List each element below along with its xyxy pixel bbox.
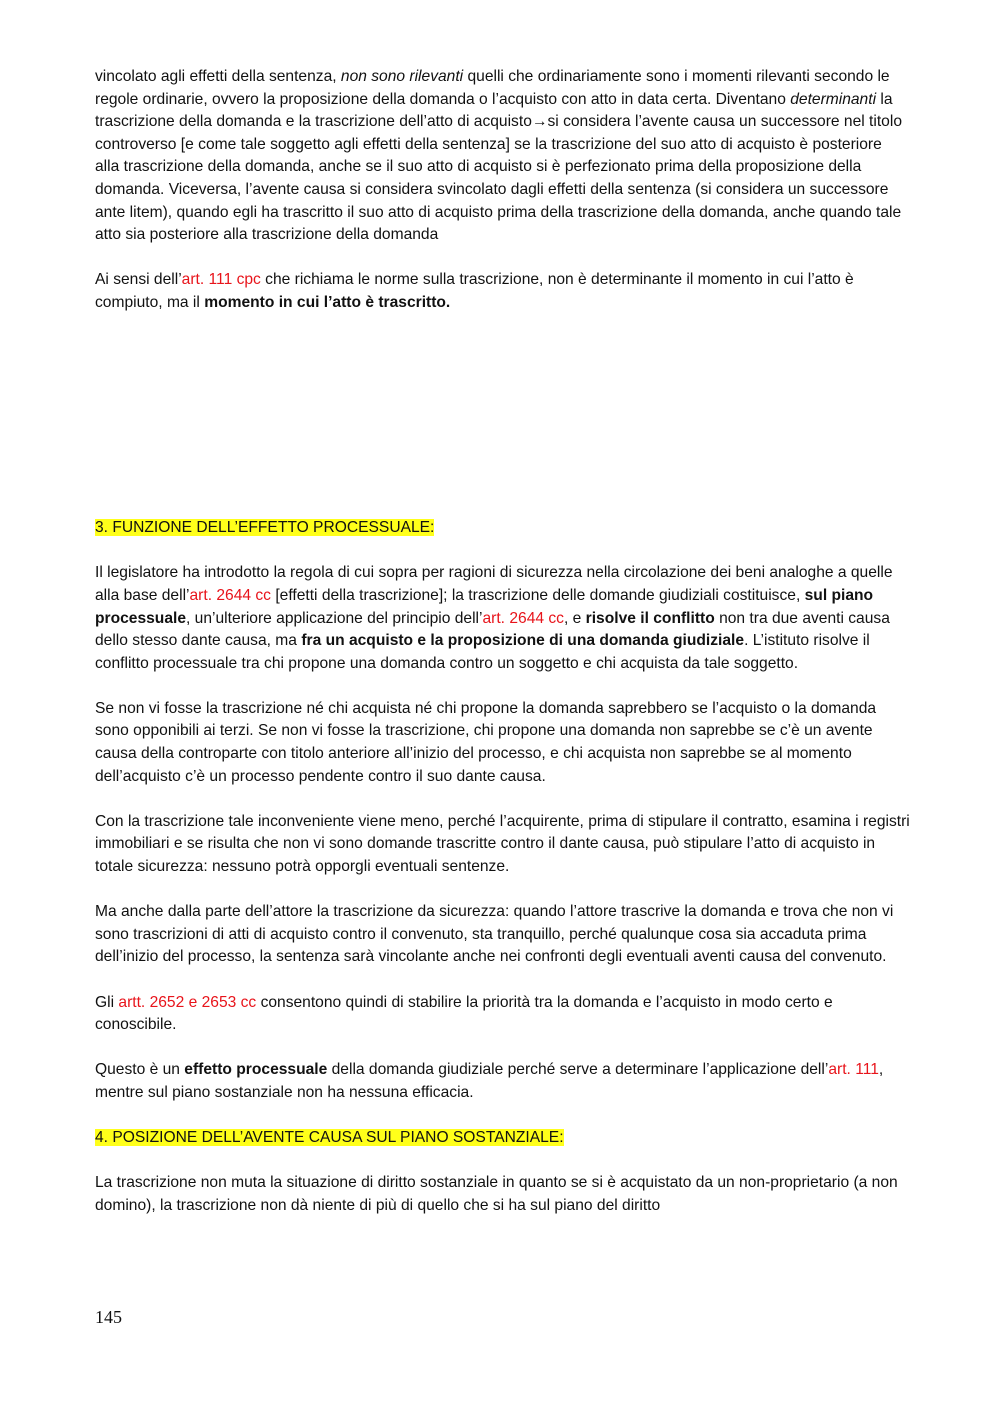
arrow-icon: → <box>531 113 548 131</box>
bold-text: fra un acquisto e la proposizione di una domanda giudiziale <box>301 632 745 650</box>
paragraph-9: La trascrizione non muta la situazione di diritto sostanziale in quanto se si è acquistato da un non-proprietario (a non domino), la trascrizione non dà niente di più di quello che si ha sul piano del diritto <box>95 1174 898 1214</box>
document-body <box>95 66 910 1240</box>
section-heading-3 <box>95 517 910 540</box>
highlighted-heading: 4. POSIZIONE DELL’AVENTE CAUSA SUL PIANO SOSTANZIALE: <box>95 1129 564 1147</box>
paragraph-5: Con la trascrizione tale inconveniente viene meno, perché l’acquirente, prima di stipulare il contratto, esamina i registri immobiliari e se risulta che non vi sono domande trascritte contro il dante causa, può stipulare l’atto di acquisto in totale sicurezza: nessuno potrà opporgli eventuali sentenze. <box>95 812 910 876</box>
bold-text: risolve il conflitto <box>585 609 715 627</box>
section-heading-4 <box>95 1127 910 1150</box>
italic-text: determinanti <box>790 90 877 108</box>
paragraph-6: Ma anche dalla parte dell’attore la trascrizione da sicurezza: quando l’attore trascrive la domanda e trova che non vi sono trascrizioni di atti di acquisto contro il convenuto, sta tranquillo, perché qualunque cosa sia accaduta prima dell’inizio del processo, la sentenza sarà vincolante anche nei confronti degli eventuali aventi causa del convenuto. <box>95 903 894 966</box>
bold-text: momento in cui l’atto è trascritto. <box>204 293 451 311</box>
law-reference: art. 2644 cc <box>482 609 564 627</box>
law-reference: art. 111 <box>828 1061 879 1079</box>
paragraph-8: Questo è un effetto processuale della domanda giudiziale perché serve a determinare l’applicazione dell’art. 111, mentre sul piano sostanziale non ha nessuna efficacia. <box>95 1061 884 1101</box>
law-reference: artt. 2652 e 2653 cc <box>118 993 257 1011</box>
page-number: 145 <box>95 1307 122 1327</box>
law-reference: art. 111 cpc <box>181 271 261 289</box>
paragraph-2: Ai sensi dell’art. 111 cpc che richiama le norme sulla trascrizione, non è determinante il momento in cui l’atto è compiuto, ma il momento in cui l’atto è trascritto. <box>95 271 854 311</box>
highlighted-heading: 3. FUNZIONE DELL’EFFETTO PROCESSUALE: <box>95 519 435 537</box>
blank-space <box>95 337 910 517</box>
paragraph-7: Gli artt. 2652 e 2653 cc consentono quindi di stabilire la priorità tra la domanda e l’acquisto in modo certo e conoscibile. <box>95 993 833 1034</box>
bold-text: effetto processuale <box>184 1061 328 1079</box>
law-reference: art. 2644 cc <box>189 586 271 604</box>
paragraph-4: Se non vi fosse la trascrizione né chi acquista né chi propone la domanda saprebbero se l’acquisto o la domanda sono opponibili ai terzi. Se non vi fosse la trascrizione, chi propone una domanda non saprebbe se c’è un avente causa della controparte con titolo anteriore all’inizio del processo, e chi acquista non saprebbe se al momento dell’acquisto c’è un processo pendente contro il suo dante causa. <box>95 699 877 785</box>
bold-text: sul piano processuale <box>95 586 874 627</box>
paragraph-3: Il legislatore ha introdotto la regola di cui sopra per ragioni di sicurezza nella circolazione dei beni analoghe a quelle alla base dell’art. 2644 cc [effetti della trascrizione]; la trascrizione delle domande giudiziali costituisce, sul piano processuale, un’ulteriore applicazione del principio dell’art. 2644 cc, e risolve il conflitto non tra due aventi causa dello stesso dante causa, ma fra un acquisto e la proposizione di una domanda giudiziale. L’istituto risolve il conflitto processuale tra chi propone una domanda contro un soggetto e chi acquista da tale soggetto. <box>95 564 893 672</box>
italic-text: non sono rilevanti <box>340 68 464 85</box>
paragraph-1: vincolato agli effetti della sentenza, non sono rilevanti quelli che ordinariamente sono i momenti rilevanti secondo le regole ordinarie, ovvero la proposizione della domanda o l’acquisto con atto in data certa. Diventano determinanti la trascrizione della domanda e la trascrizione dell’atto di acquisto→si considera l’avente causa un successore nel titolo controverso [e come tale soggetto agli effetti della sentenza] se la trascrizione del suo atto di acquisto è posteriore alla trascrizione della domanda, anche se il suo atto di acquisto si è perfezionato prima della proposizione della domanda. Viceversa, l’avente causa si considera svincolato dagli effetti della sentenza (si considera un successore ante litem), quando egli ha trascritto il suo atto di acquisto prima della trascrizione della domanda, anche quando tale atto sia posteriore alla trascrizione della domanda <box>95 68 902 244</box>
